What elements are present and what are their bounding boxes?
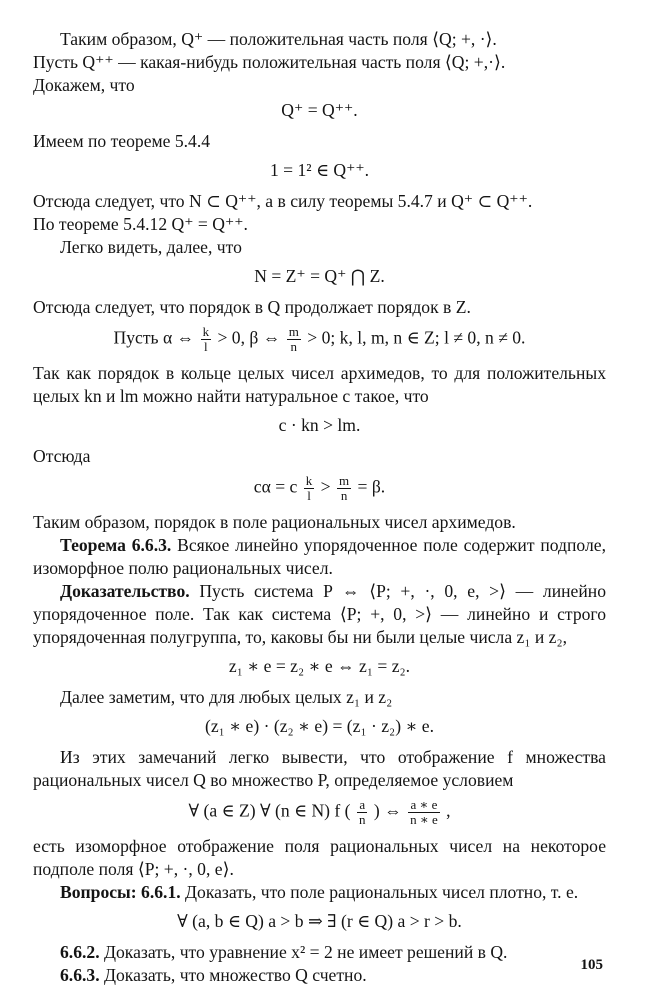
formula-part: > 0; k, l, m, n ∈ Z; l ≠ 0, n ≠ 0. [307, 327, 526, 348]
proof-label: Доказательство. [60, 581, 190, 601]
denominator: n ∗ e [410, 812, 438, 827]
denominator: n [358, 812, 366, 827]
proof-text: Пусть система P ⇔ ⟨P; +, ·, 0, e, >⟩ — линейно упорядоченное поле. Так как система ⟨P; +, 0, >⟩ — линейно и строго упорядоченная полугруппа, то, каковы бы ни были целые числа z₁ и z₂, [33, 581, 606, 647]
text-line: По теореме 5.4.12 Q⁺ = Q⁺⁺. [33, 214, 248, 234]
numerator: m [339, 473, 350, 488]
formula: N = Z⁺ = Q⁺ ⋂ Z. [254, 266, 385, 286]
numerator: m [288, 324, 299, 339]
theorem-label: Теорема 6.6.3. [60, 535, 172, 555]
denominator: n [340, 488, 348, 503]
fraction [408, 798, 440, 827]
formula-part: ∀ (a ∈ Z) ∀ (n ∈ N) f ( [188, 800, 351, 821]
text-line: Таким образом, порядок в поле рациональных чисел архимедов. [33, 512, 516, 532]
formula-fractions [33, 325, 606, 354]
page-number: 105 [580, 957, 603, 973]
formula: Q⁺ = Q⁺⁺. [281, 100, 358, 120]
text-line: Отсюда [33, 446, 91, 466]
formula: 1 = 1² ∈ Q⁺⁺. [269, 160, 370, 180]
text-line: Имеем по теореме 5.4.4 [33, 131, 211, 151]
text-line: Отсюда следует, что порядок в Q продолжает порядок в Z. [33, 297, 471, 317]
proof [33, 580, 606, 649]
fraction [304, 474, 315, 503]
numerator: k [202, 324, 210, 339]
numerator: a [357, 798, 368, 813]
formula-part: Пусть α ⇔ [113, 327, 195, 348]
question-text: Доказать, что множество Q счетно. [99, 965, 367, 985]
paragraph: Из этих замечаний легко вывести, что отображение f множества рациональных чисел Q во множество P, определяемое условием [33, 747, 606, 790]
formula: c · kn > lm. [278, 415, 361, 435]
question-label: 6.6.3. [60, 965, 100, 985]
text-line: Отсюда следует, что N ⊂ Q⁺⁺, а в силу теоремы 5.4.7 и Q⁺ ⊂ Q⁺⁺. [33, 191, 533, 211]
formula-part: , [446, 800, 451, 821]
denominator: n [290, 339, 298, 354]
formula-fractions [33, 798, 606, 827]
formula-part: ) ⇔ [373, 800, 402, 821]
question-text: Доказать, что поле рациональных чисел плотно, т. е. [180, 882, 579, 902]
question-text: Доказать, что уравнение x² = 2 не имеет решений в Q. [99, 942, 508, 962]
question-label: 6.6.2. [60, 942, 100, 962]
question-label: Вопросы: 6.6.1. [60, 882, 181, 902]
formula-part: > [320, 476, 335, 497]
fraction [201, 325, 212, 354]
paragraph: Так как порядок в кольце целых чисел архимедов, то для положительных целых kn и lm можно найти натуральное c такое, что [33, 363, 606, 406]
fraction [337, 474, 351, 503]
text-line: Легко видеть, далее, что [60, 237, 242, 257]
theorem-text: Всякое линейно упорядоченное поле содержит подполе, изоморфное полю рациональных чисел. [33, 535, 606, 578]
formula: ∀ (a, b ∈ Q) a > b ⇒ ∃ (r ∈ Q) a > r > b. [177, 911, 462, 931]
formula-part: cα = c [253, 476, 298, 497]
formula: z₁ ∗ e = z₂ ∗ e ⇔ z₁ = z₂. [228, 656, 411, 676]
text-line: Таким образом, Q⁺ — положительная часть поля ⟨Q; +, ·⟩. [60, 29, 497, 49]
text-line: Пусть Q⁺⁺ — какая-нибудь положительная часть поля ⟨Q; +,·⟩. [33, 52, 506, 72]
question [33, 881, 606, 904]
question [33, 964, 606, 987]
text-line: Докажем, что [33, 75, 135, 95]
theorem [33, 534, 606, 580]
fraction [357, 798, 368, 827]
denominator: l [307, 488, 311, 503]
formula: (z₁ ∗ e) · (z₂ ∗ e) = (z₁ · z₂) ∗ e. [204, 716, 435, 736]
formula-fractions [33, 474, 606, 503]
paragraph: есть изоморфное отображение поля рациональных чисел на некоторое подполе поля ⟨P; +, ·, 0, e⟩. [33, 836, 606, 879]
numerator: k [305, 473, 313, 488]
question [33, 941, 606, 964]
text-line: Далее заметим, что для любых целых z₁ и z₂ [60, 687, 393, 707]
denominator: l [204, 339, 208, 354]
fraction [287, 325, 301, 354]
numerator: a ∗ e [408, 798, 440, 813]
formula-part: > 0, β ⇔ [217, 327, 281, 348]
formula-part: = β. [357, 476, 386, 497]
